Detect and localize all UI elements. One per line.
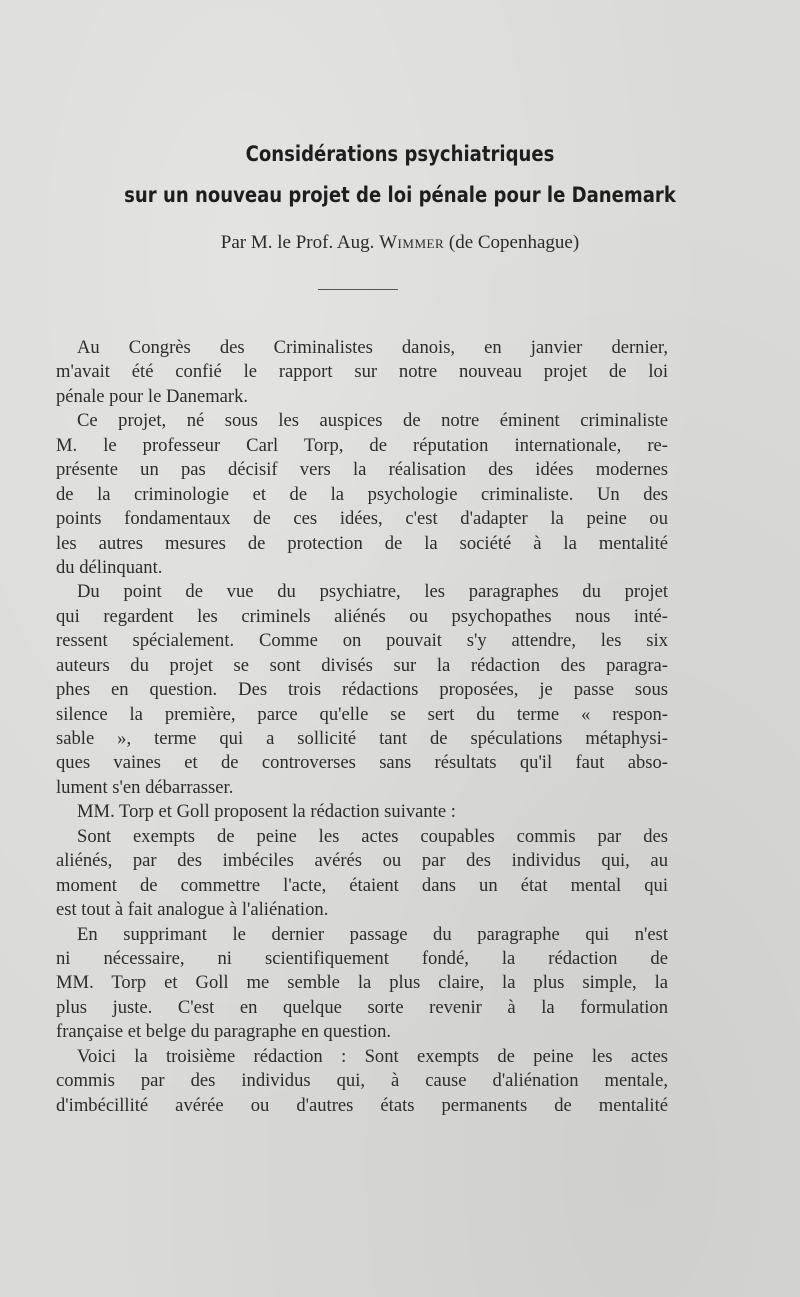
text-line: française et belge du paragraphe en question. [56, 1021, 392, 1043]
title-line-1: Considérations psychiatriques [245, 142, 555, 166]
title-line-2: sur un nouveau projet de loi pénale pour le Danemark [124, 183, 676, 207]
text-line: Au Congrès des Criminalistes danois, en janvier dernier, [77, 337, 668, 358]
text-line: commis par des individus qui, à cause d'aliénation mentale, [56, 1070, 668, 1092]
text-line: MM. Torp et Goll me semble la plus claire, la plus simple, la [56, 972, 668, 994]
text-line: du délinquant. [56, 556, 163, 578]
text-line: d'imbécillité avérée ou d'autres états permanents de mentalité [56, 1094, 668, 1116]
text-line: lument s'en débarrasser. [56, 776, 234, 798]
text-line: est tout à fait analogue à l'aliénation. [56, 899, 329, 921]
byline-prefix: Par M. le Prof. Aug. [220, 232, 380, 253]
text-line: pénale pour le Danemark. [56, 385, 249, 407]
text-line: de la criminologie et de la psychologie criminaliste. Un des [56, 483, 668, 505]
text-line: ques vaines et de controverses sans résultats qu'il faut abso- [56, 752, 668, 774]
text-line: sable », terme qui a sollicité tant de spéculations métaphysi- [56, 728, 668, 749]
text-line: Voici la troisième rédaction : Sont exempts de peine les actes [77, 1045, 668, 1067]
byline [0, 232, 800, 254]
text-line: silence la première, parce qu'elle se sert du terme « respon- [56, 703, 668, 725]
text-line: m'avait été confié le rapport sur notre nouveau projet de loi [56, 361, 668, 383]
byline-suffix: (de Copenhague) [444, 232, 580, 253]
text-line: ni nécessaire, ni scientifiquement fondé, la rédaction de [56, 947, 668, 969]
text-line: moment de commettre l'acte, étaient dans un état mental qui [56, 874, 668, 896]
text-line: qui regardent les criminels aliénés ou psychopathes nous inté- [56, 605, 668, 627]
body-text [56, 336, 668, 1118]
text-line: ressent spécialement. Comme on pouvait s'y attendre, les six [56, 630, 668, 652]
text-line: phes en question. Des trois rédactions proposées, je passe sous [56, 679, 668, 701]
text-line: les autres mesures de protection de la société à la mentalité [56, 532, 668, 554]
text-line: points fondamentaux de ces idées, c'est d'adapter la peine ou [56, 508, 668, 530]
text-line: MM. Torp et Goll proposent la rédaction suivante : [77, 801, 456, 823]
byline-author: Wimmer [379, 232, 445, 253]
separator-rule [318, 289, 398, 290]
text-line: Du point de vue du psychiatre, les paragraphes du projet [77, 581, 668, 603]
text-line: présente un pas décisif vers la réalisation des idées modernes [56, 459, 668, 481]
text-line: En supprimant le dernier passage du paragraphe qui n'est [77, 923, 668, 945]
text-line: Ce projet, né sous les auspices de notre éminent criminaliste [77, 410, 668, 432]
text-line: plus juste. C'est en quelque sorte revenir à la formulation [56, 996, 668, 1018]
text-line: auteurs du projet se sont divisés sur la rédaction des paragra- [56, 654, 668, 676]
text-line: Sont exempts de peine les actes coupables commis par des [77, 825, 668, 847]
text-line: aliénés, par des imbéciles avérés ou par des individus qui, au [56, 850, 668, 872]
text-line: M. le professeur Carl Torp, de réputation internationale, re- [56, 434, 668, 456]
